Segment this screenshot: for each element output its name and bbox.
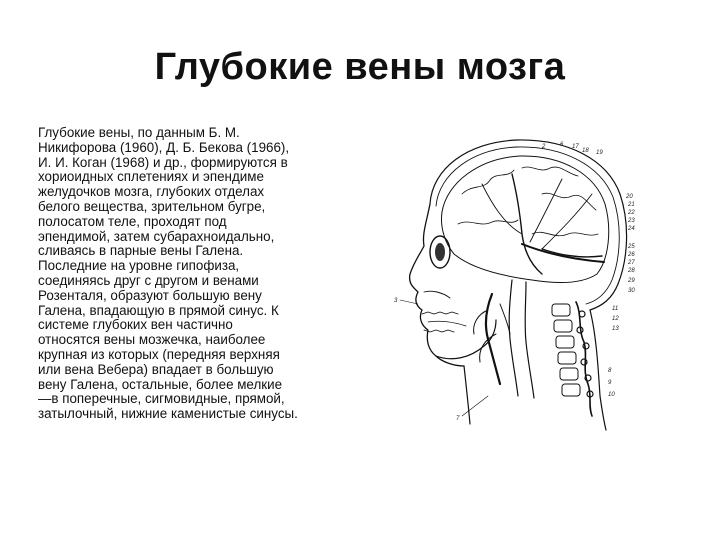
figure-label: 12 <box>612 316 619 322</box>
figure-label: 8 <box>608 368 612 374</box>
paragraph-line: относятся вены мозжечка, наиболее <box>38 332 266 348</box>
paragraph-line: крупная из которых (передняя верхняя <box>38 346 280 362</box>
figure-label: 9 <box>608 380 612 386</box>
paragraph-line: хориоидных сплетениях и эпендиме <box>38 169 264 185</box>
figure-label: 30 <box>628 288 635 294</box>
figure-label: 6 <box>560 142 564 148</box>
paragraph-line: эпендимой, затем субарахноидально, <box>38 228 275 244</box>
figure-label: 26 <box>628 252 635 258</box>
paragraph-line: Галена, впадающую в прямой синус. К <box>38 302 279 318</box>
paragraph-line: системе глубоких вен частично <box>38 317 233 333</box>
paragraph-line: вену Галена, остальные, более мелкие <box>38 376 283 392</box>
figure-label: 2 <box>542 144 546 150</box>
paragraph-line: сливаясь в парные вены Галена. <box>38 243 244 259</box>
paragraph-line: белого вещества, зрительном бугре, <box>38 198 266 214</box>
paragraph-line: соединяясь друг с другом и венами <box>38 272 259 288</box>
figure-label: 13 <box>612 326 619 332</box>
figure-label: 27 <box>628 260 635 266</box>
figure-label: 10 <box>608 392 615 398</box>
body-paragraph <box>38 126 358 422</box>
figure-label: 22 <box>628 210 635 216</box>
figure-label: 23 <box>628 218 635 224</box>
figure-label: 25 <box>628 244 635 250</box>
paragraph-line: или вена Вебера) впадает в большую <box>38 361 274 377</box>
paragraph-line: желудочков мозга, глубоких отделах <box>38 184 265 200</box>
paragraph-line: Последние на уровне гипофиза, <box>38 258 240 274</box>
paragraph-line: Никифорова (1960), Д. Б. Бекова (1966), <box>38 139 290 155</box>
paragraph-line: затылочный, нижние каменистые синусы. <box>38 406 298 422</box>
figure-label: 29 <box>628 278 635 284</box>
paragraph-line: полосатом теле, проходят под <box>38 213 227 229</box>
figure-label: 18 <box>582 148 589 154</box>
paragraph-line: Розенталя, образуют большую вену <box>38 287 262 303</box>
figure-label: 17 <box>572 144 579 150</box>
figure-label: 11 <box>612 306 619 312</box>
figure-label: 21 <box>628 202 635 208</box>
slide-title: Глубокие вены мозга <box>154 46 566 88</box>
figure-label: 19 <box>596 150 603 156</box>
paragraph-line: И. И. Коган (1968) и др., формируются в <box>38 154 288 170</box>
head-sagittal-drawing <box>392 134 642 432</box>
figure-label: 28 <box>628 268 635 274</box>
figure-label: 24 <box>628 226 635 232</box>
paragraph-line: —в поперечные, сигмовидные, прямой, <box>38 391 285 407</box>
figure-label: 20 <box>626 194 633 200</box>
paragraph-line: Глубокие вены, по данным Б. М. <box>38 125 240 140</box>
figure-label: 3 <box>394 298 398 304</box>
brain-veins-illustration <box>392 134 642 432</box>
figure-label: 7 <box>456 416 460 422</box>
